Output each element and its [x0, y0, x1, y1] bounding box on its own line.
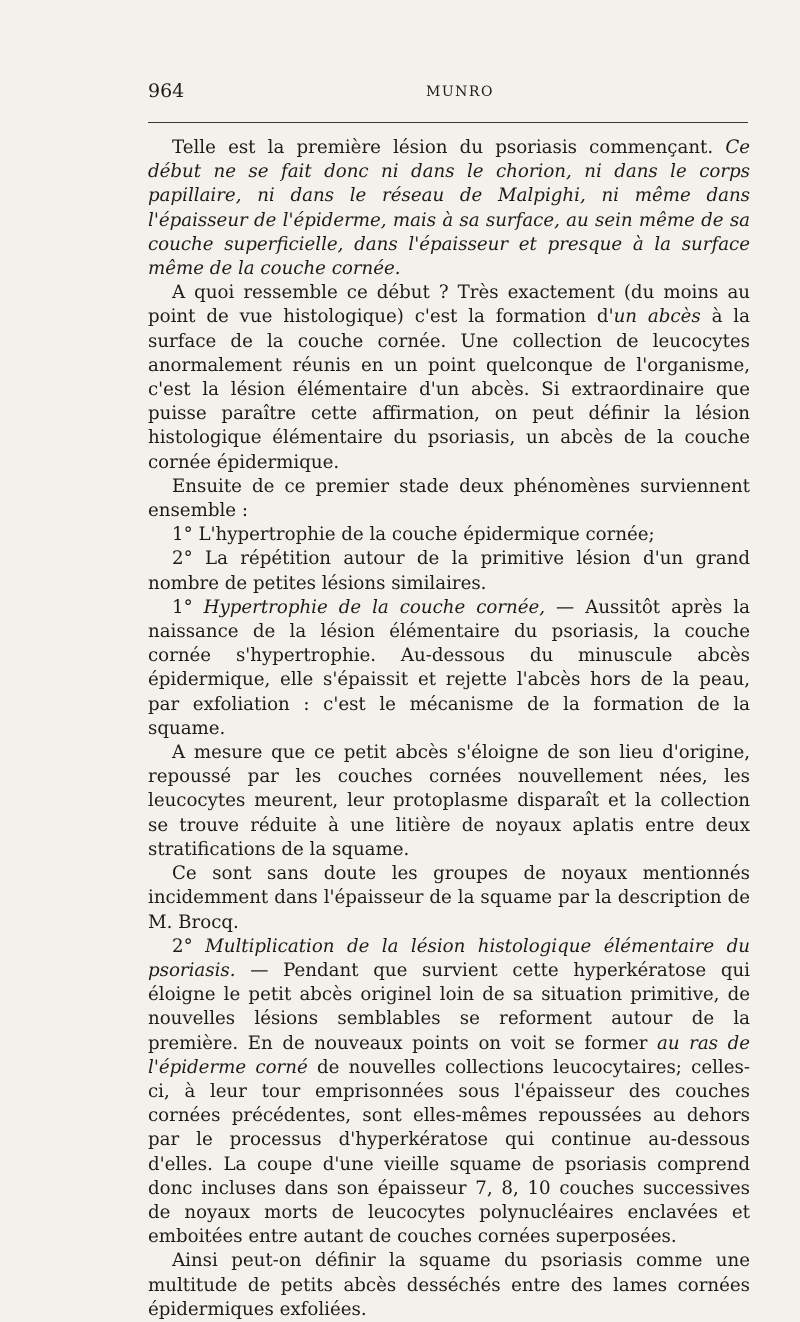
header-rule	[148, 122, 748, 123]
text-run: à la surface de la couche cornée. Une collection de leucocytes anormalement réunis en un point quelconque de l'organisme, c'est la lésion élémentaire d'un abcès. Si extraordinaire que puisse paraître cette affirmation, on peut définir la lésion histologique élémentaire du psoriasis, un abcès de la couche cornée épidermique.	[148, 306, 750, 473]
paragraph	[148, 741, 750, 862]
text-run: Ce sont sans doute les groupes de noyaux mentionnés incidemment dans l'épaisseur de la squame par la description de M. Brocq.	[148, 863, 750, 933]
page-header	[148, 80, 748, 110]
paragraph	[148, 935, 750, 1250]
page-number: 964	[148, 80, 185, 102]
text-run: A mesure que ce petit abcès s'éloigne de son lieu d'origine, repoussé par les couches cornées nouvellement nées, les leucocytes meurent, leur protoplasme disparaît et la collection se trouve réduite à une litière de noyaux aplatis entre deux stratifications de la squame.	[148, 742, 750, 860]
italic-text: au ras de l'épiderme corné	[148, 1032, 750, 1078]
text-run: de nouvelles collections leucocytaires; celles-ci, à leur tour emprisonnées sous l'épaisseur des couches cornées précédentes, sont elles-mêmes repoussées au dehors par le processus d'hyperkératose qui continue au-dessous d'elles. La coupe d'une vieille squame de psoriasis comprend donc incluses dans son épaisseur 7, 8, 10 couches successives de noyaux morts de leucocytes polynucléaires enclavées et emboitées entre autant de couches cornées superposées.	[148, 1056, 750, 1248]
text-run: Ensuite de ce premier stade deux phénomènes surviennent ensemble :	[148, 475, 750, 522]
italic-text: Multiplication de la lésion histologique élémentaire du psoriasis.	[148, 935, 750, 981]
text-run: 1°	[172, 596, 204, 618]
paragraph	[148, 136, 750, 281]
text-run: A quoi ressemble ce début ? Très exactement (du moins au point de vue histologique) c'est la formation d'	[148, 282, 750, 328]
text-run: Ainsi peut-on définir la squame du psoriasis comme une multitude de petits abcès desséchés entre des lames cornées épidermiques exfoliées.	[148, 1250, 750, 1320]
text-run: 1° L'hypertrophie de la couche épidermique cornée;	[172, 524, 655, 546]
text-run: Telle est la première lésion du psoriasis commençant.	[172, 137, 726, 158]
paragraph	[148, 862, 750, 935]
italic-text: Hypertrophie de la couche cornée,	[203, 596, 546, 618]
text-run: — Pendant que survient cette hyperkératose qui éloigne le petit abcès originel loin de sa situation primitive, de nouvelles lésions semblables se reforment autour de la première. En de nouveaux points on voit se former	[148, 959, 750, 1054]
paragraph	[148, 475, 750, 523]
running-title: MUNRO	[426, 84, 494, 100]
text-run: — Aussitôt après la naissance de la lésion élémentaire du psoriasis, la couche cornée s'hypertrophie. Au-dessous du minuscule abcès épidermique, elle s'épaissit et rejette l'abcès hors de la peau, par exfoliation : c'est le mécanisme de la formation de la squame.	[148, 596, 750, 739]
text-run: 2° La répétition autour de la primitive lésion d'un grand nombre de petites lésions similaires.	[148, 548, 750, 594]
paragraph	[148, 547, 750, 595]
paragraph	[148, 523, 750, 547]
body-text	[148, 136, 750, 1322]
text-run: 2°	[172, 935, 206, 957]
paragraph	[148, 1249, 750, 1322]
paragraph	[148, 281, 750, 475]
italic-text: un abcès	[613, 306, 701, 328]
paragraph	[148, 596, 750, 741]
italic-text: Ce début ne se fait donc ni dans le chorion, ni dans le corps papillaire, ni dans le réseau de Malpighi, ni même dans l'épaisseur de l'épiderme, mais à sa surface, au sein même de sa couche superficielle, dans l'épaisseur et presque à la surface même de la couche cornée.	[148, 137, 750, 280]
